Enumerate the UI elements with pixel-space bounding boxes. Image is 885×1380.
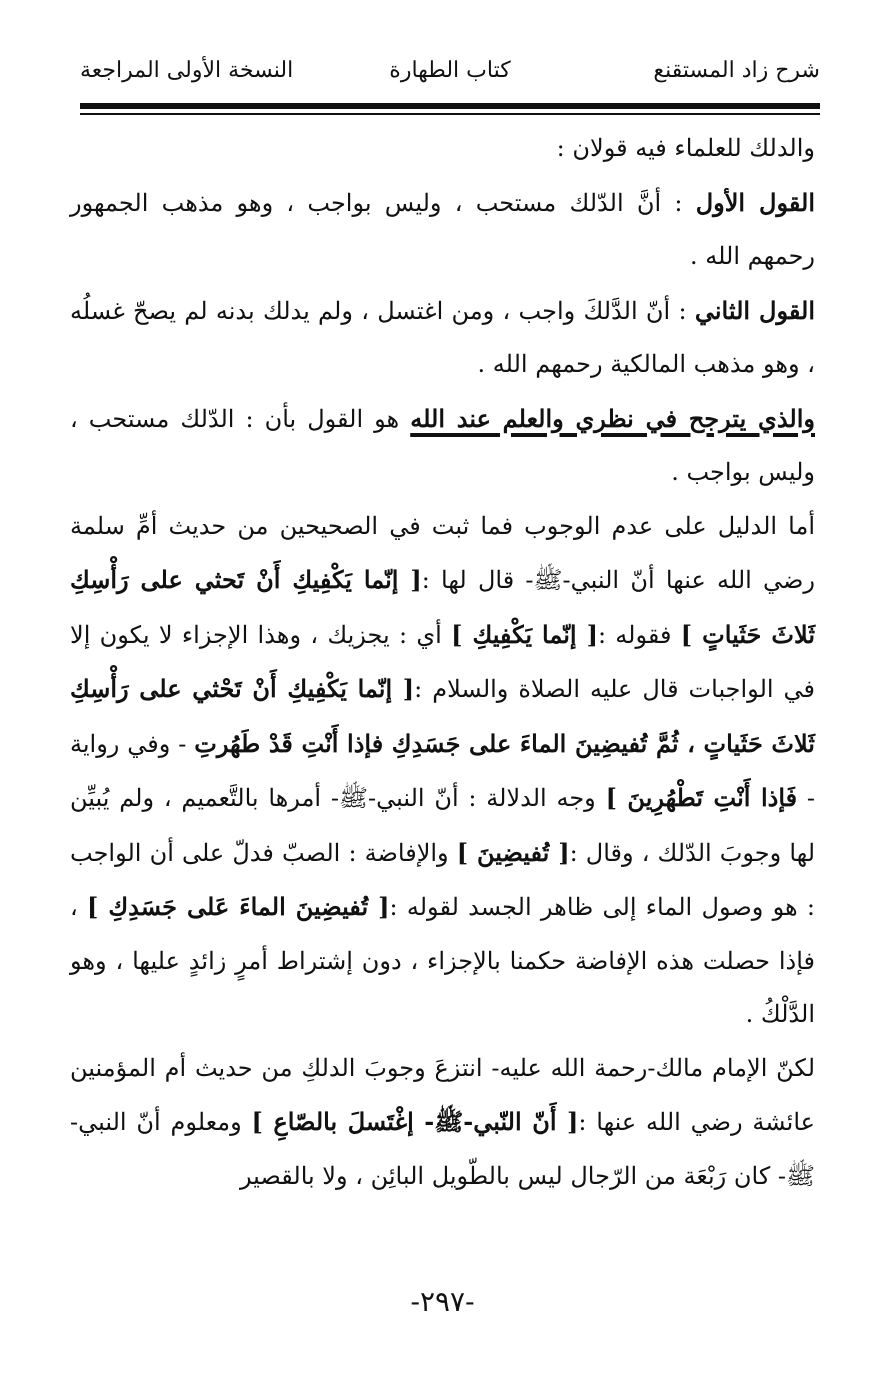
first-opinion-text: : أنَّ الدّلك مستحب ، وليس بواجب ، وهو مذهب الجمهور رحمهم الله . [70,188,815,270]
paragraph-malik-view [70,1042,815,1204]
header-chapter-title: كتاب الطهارة [389,58,511,83]
evidence-text-2: فقوله : [597,620,681,649]
hadith-quote-6: [ تُفيضِينَ الماءَ عَلى جَسَدِكِ ] [87,892,390,921]
first-opinion-heading: القول الأول [695,187,815,217]
paragraph-intro [70,122,815,176]
second-opinion-text: : أنّ الدَّلكَ واجب ، ومن اغتسل ، ولم يدلك بدنه لم يصحّ غسلُه ، وهو مذهب المالكية رحمهم الله . [70,296,815,378]
page-number: -٢٩٧- [410,1285,475,1318]
intro-text: والدلك للعلماء فيه قولان : [556,134,815,162]
hadith-quote-4: فَإذا أَنْتِ تَطْهُرِينَ ] [605,783,798,812]
hadith-quote-3: [ إنّما يَكْفِيكِ أَنْ تَحْثي على رَأْسِكِ ثَلاثَ حَثَياتٍ ، ثُمَّ تُفيضِينَ الماءَ على جَسَدِكِ فإذا أَنْتِ قَدْ طَهُرتِ [70,674,815,758]
evidence-text-6: والإفاضة : الصبّ فدلّ على أن الواجب : هو وصول الماء إلى ظاهر الجسد لقوله : [70,838,816,921]
preferred-opinion-heading: والذي يترجح في نظري والعلم عند الله [410,403,816,433]
header-book-title: شرح زاد المستقنع [653,58,820,83]
header-rule-thin [80,113,820,115]
body-text [70,122,815,1203]
paragraph-second-opinion [70,284,815,392]
paragraph-first-opinion [70,176,815,284]
preferred-opinion-text: هو القول بأن : الدّلك مستحب ، وليس بواجب . [70,404,815,486]
paragraph-evidence [70,500,815,1042]
malik-text-2: ومعلوم أنّ النبي-ﷺ- كان رَبْعَة من الرّجال ليس بالطّويل البائِن ، ولا بالقصير [70,1108,815,1190]
evidence-text-3: أي : يجزيك ، وهذا الإجزاء لا يكون إلا في الواجبات قال عليه الصلاة والسلام : [70,620,816,703]
header-rule-thick [80,103,820,109]
evidence-text-1: أما الدليل على عدم الوجوب فما ثبت في الصحيحين من حديث أمِّ سلمة رضي الله عنها أنّ النبي-ﷺ- قال لها : [70,511,815,594]
hadith-quote-2: [ إنّما يَكْفِيكِ ] [451,619,598,649]
hadith-quote-5: [ تُفيضِينَ ] [456,837,570,867]
evidence-text-7: ، فإذا حصلت هذه الإفاضة حكمنا بالإجزاء ، دون إشتراط أمرٍ زائدٍ عليها ، وهو الدَّلْكُ . [70,893,815,1028]
evidence-text-4: - وفي رواية - [70,729,815,812]
hadith-quote-7: [ أَنّ النّبي-ﷺ- إغْتَسلَ بالصّاعِ ] [251,1107,579,1136]
page-header [80,50,820,100]
paragraph-preferred-opinion [70,392,815,500]
header-edition-note: النسخة الأولى المراجعة [80,58,294,83]
second-opinion-heading: القول الثاني [694,295,816,325]
evidence-text-5: وجه الدلالة : أنّ النبي-ﷺ- أمرها بالتَّعميم ، ولم يُبيِّن لها وجوبَ الدّلك ، وقال : [70,784,816,867]
hadith-quote-1: [ إنّما يَكْفِيكِ أَنْ تَحثي على رَأْسِكِ ثَلاثَ حَثَياتٍ ] [70,565,815,649]
malik-text-1: لكنّ الإمام مالك-رحمة الله عليه- انتزعَ وجوبَ الدلكِ من حديث أم المؤمنين عائشة رضي الله عنها : [70,1053,815,1136]
